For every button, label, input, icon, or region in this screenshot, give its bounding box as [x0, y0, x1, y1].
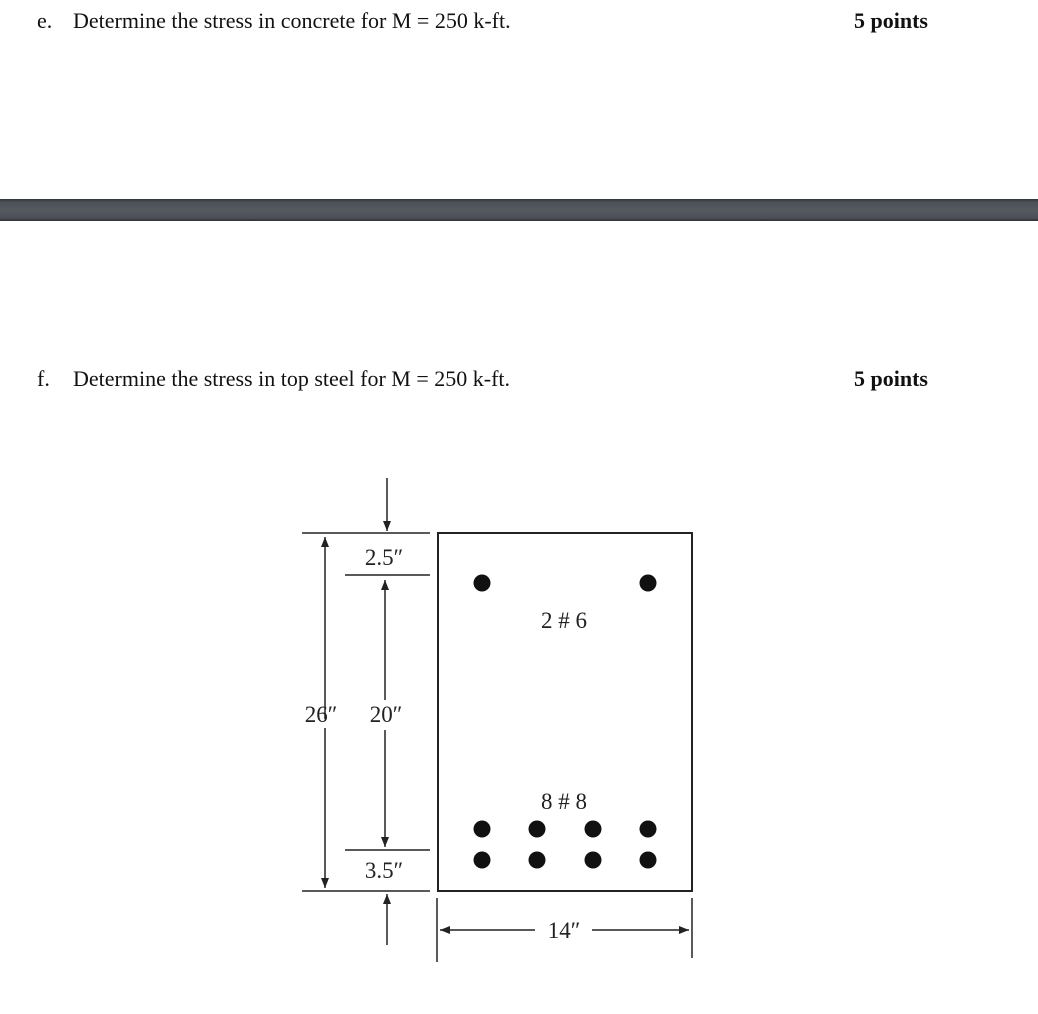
bottom-bar — [529, 821, 546, 838]
bottom-bar — [640, 852, 657, 869]
bottom-bar — [640, 821, 657, 838]
top-bar — [474, 575, 491, 592]
question-e-points: 5 points — [854, 8, 928, 33]
question-f-letter: f. — [37, 366, 50, 391]
bottom-bar — [585, 852, 602, 869]
bottom-bars-label: 8 # 8 — [541, 789, 587, 814]
question-e-text: Determine the stress in concrete for M = 250 k-ft. — [73, 8, 511, 33]
total-depth-label: 26″ — [304, 702, 338, 727]
bottom-cover-label: 3.5″ — [364, 858, 404, 883]
question-f-points: 5 points — [854, 366, 928, 391]
bar-spacing-label: 20″ — [369, 702, 403, 727]
bottom-bar — [474, 821, 491, 838]
bottom-bar — [474, 852, 491, 869]
top-bar — [640, 575, 657, 592]
bottom-bar — [585, 821, 602, 838]
top-bars-label: 2 # 6 — [541, 608, 587, 633]
top-cover-label: 2.5″ — [364, 545, 404, 570]
bottom-bar — [529, 852, 546, 869]
question-f-text: Determine the stress in top steel for M = 250 k-ft. — [73, 366, 511, 391]
width-label: 14″ — [547, 918, 581, 943]
question-e-letter: e. — [37, 8, 53, 33]
